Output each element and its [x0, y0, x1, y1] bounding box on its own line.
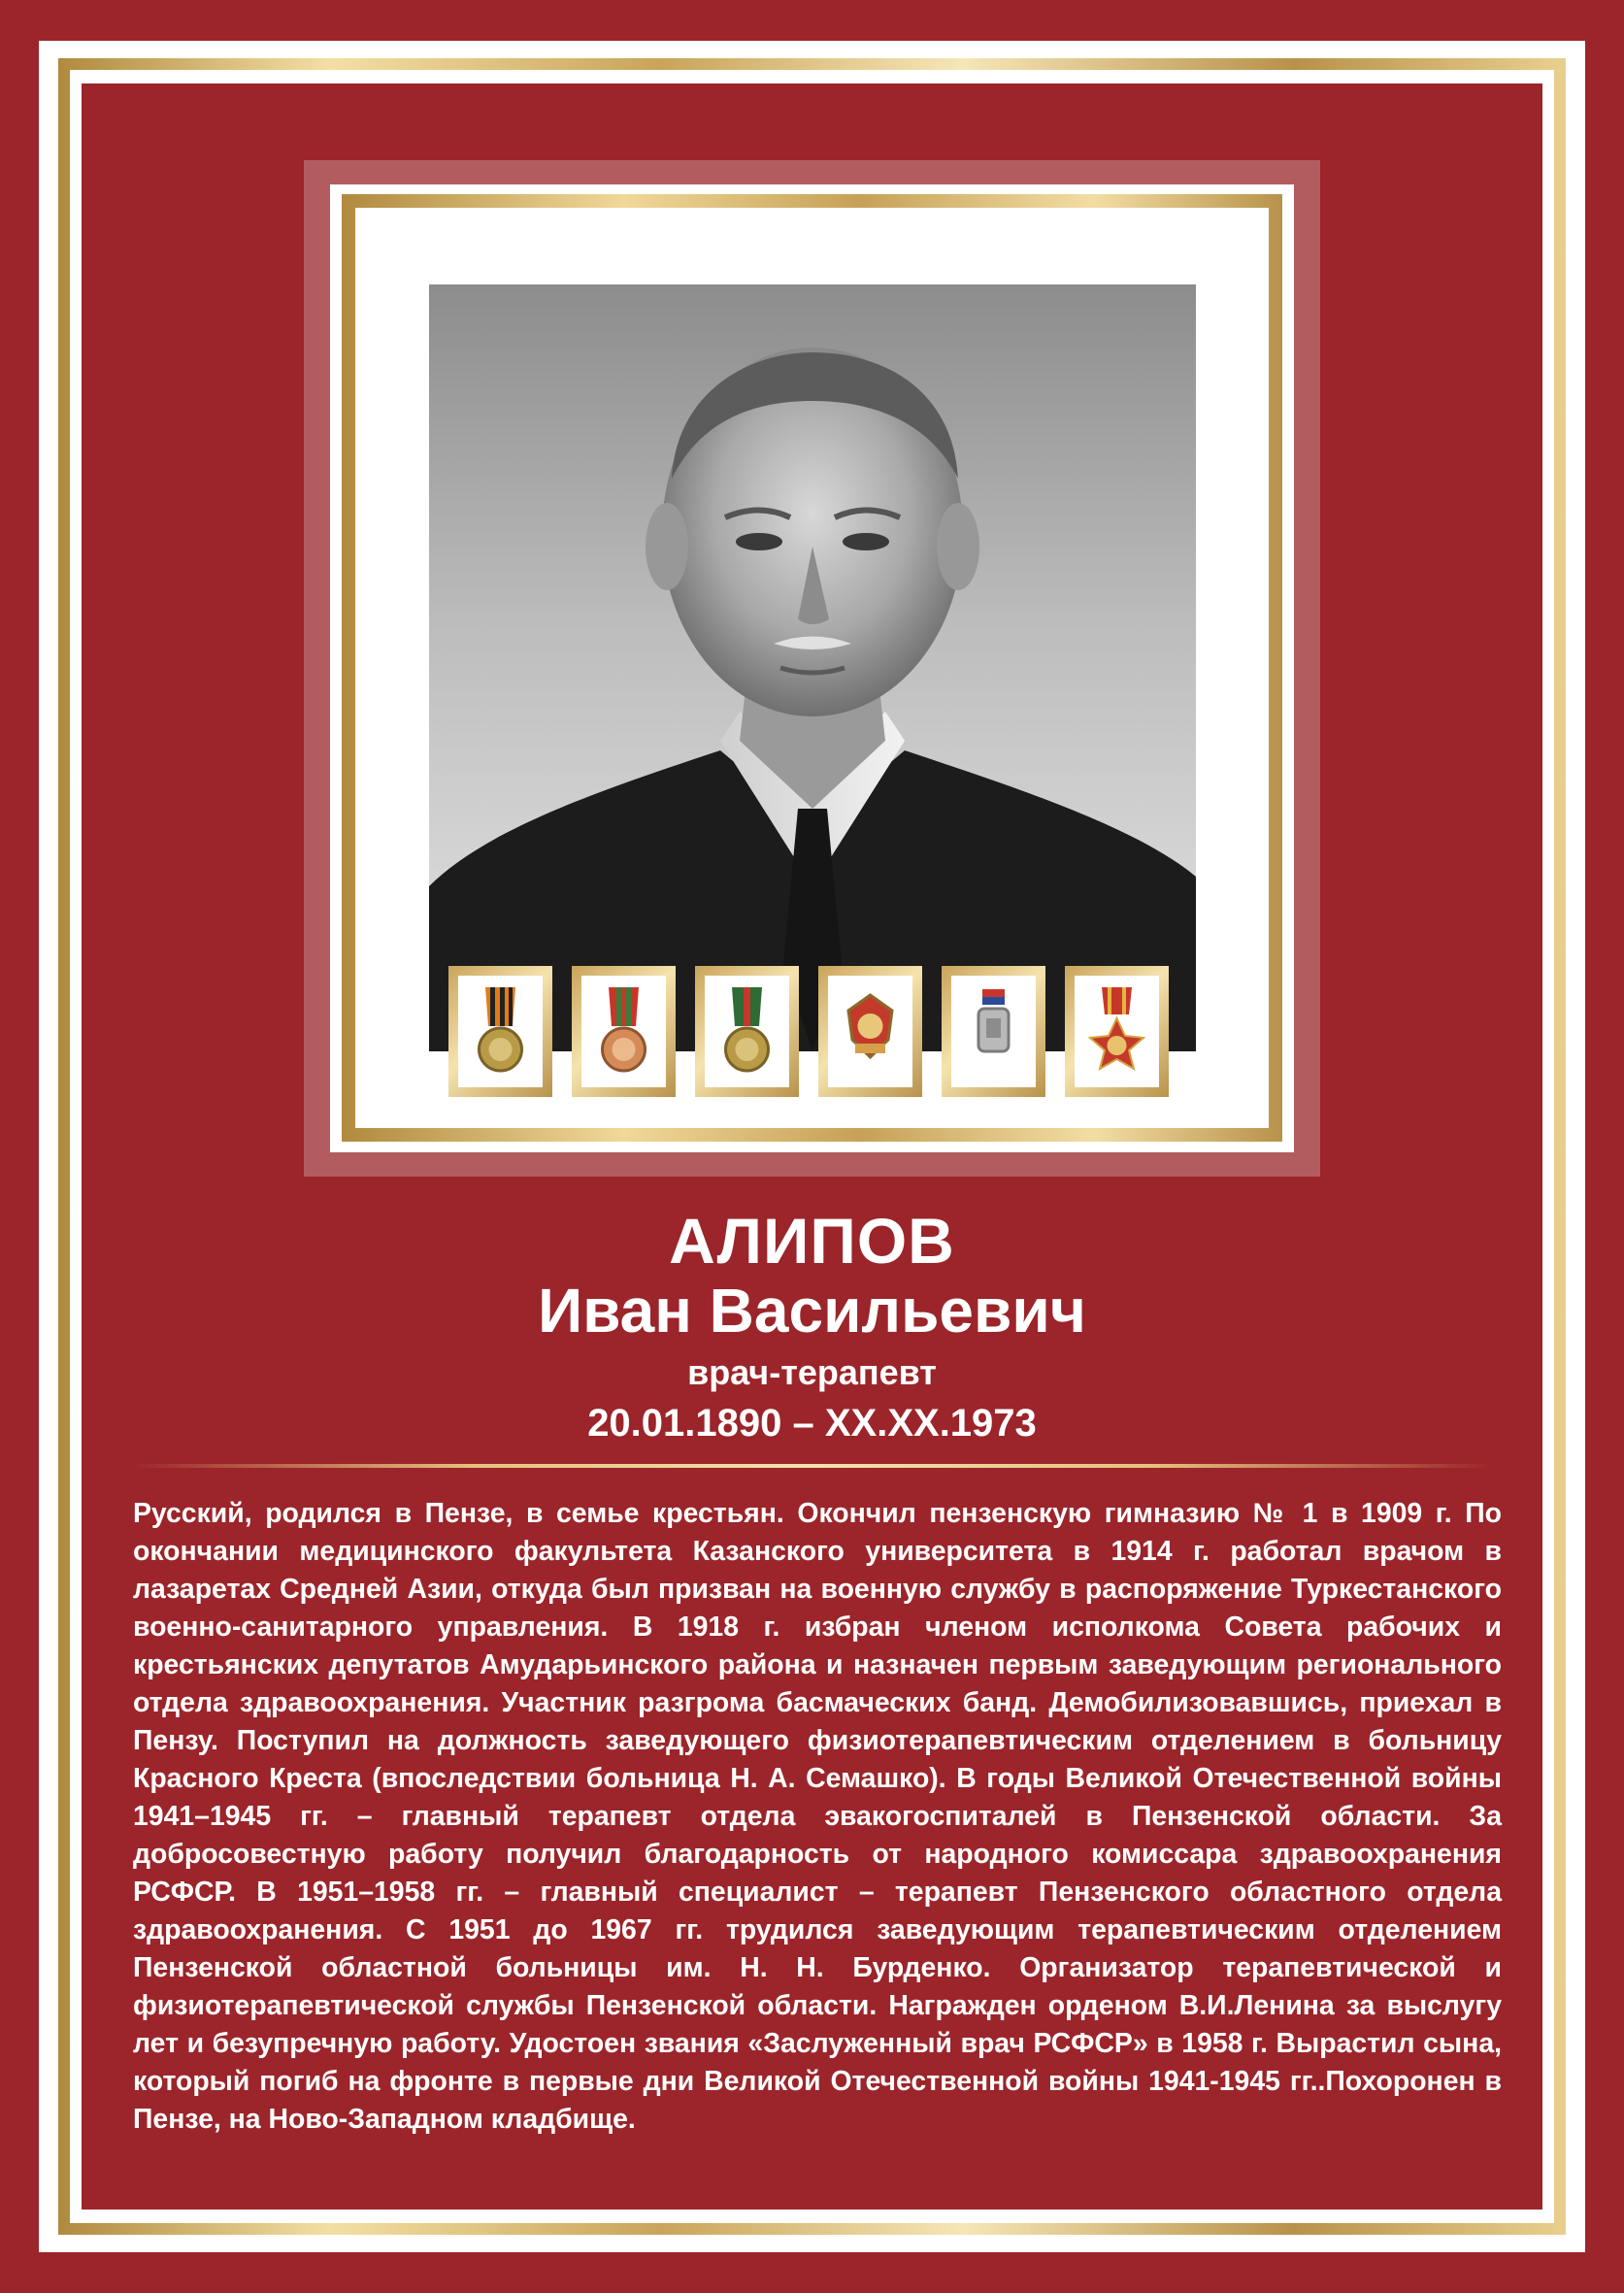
medal-frame — [1065, 966, 1169, 1097]
badge-red-emblem-icon — [828, 976, 912, 1087]
gold-divider — [130, 1464, 1494, 1468]
life-dates: 20.01.1890 – XX.XX.1973 — [587, 1402, 1037, 1445]
biography-text: Русский, родился в Пензе, в семье крестьян. Окончил пензенскую гимназию № 1 в 1909 г. По окончании медицинского факультета Казанского университета в 1914 г. работал врачом в лазаретах Средней Азии, откуда был призван на военную службу в распоряжение Туркестанского военно-санитарного управления. В 1918 г. избран членом исполкома Совета рабочих и крестьянских депутатов Амударьинского района и назначен первым заведующим регионального отдела здравоохранения. Участник разгрома басмаческих банд. Демобилизовавшись, приехал в Пензу. Поступил на должность заведующего физиотерапевтическим отделением в больницу Красного Креста (впоследствии больница Н. А. Семашко). В годы Великой Отечественной войны 1941–1945 гг. – главный терапевт отдела эвакогоспиталей в Пензенской области. За добросовестную работу получил благодарность от народного комиссара здравоохранения РСФСР. В 1951–1958 гг. – главный специалист – терапевт Пензенского областного отдела здравоохранения. С 1951 до 1967 гг. трудился заведующим терапевтическим отделением Пензенской областной больницы им. Н. Н. Бурденко. Организатор терапевтической и физиотерапевтической службы Пензенской области. Награжден орденом В.И.Ленина за выслугу лет и безупречную работу. Удостоен звания «Заслуженный врач РСФСР» в 1958 г. Вырастил сына, который погиб на фронте в первые дни Великой Отечественной войны 1941-1945 гг..Похоронен в Пензе, на Ново-Западном кладбище. — [133, 1498, 1502, 2135]
surname: АЛИПОВ — [669, 1205, 955, 1277]
profession: врач-терапевт — [687, 1352, 937, 1392]
medal-frame — [942, 966, 1045, 1097]
medal-frame — [448, 966, 552, 1097]
medal-orange-black-ribbon-icon — [458, 976, 543, 1087]
medal-frame — [572, 966, 676, 1097]
badge-silver-tricolor-icon — [951, 976, 1036, 1087]
medal-red-green-ribbon-icon — [581, 976, 666, 1087]
medal-frame — [818, 966, 922, 1097]
order-red-gold-icon — [1075, 976, 1159, 1087]
medal-green-red-ribbon-icon — [705, 976, 789, 1087]
full-name: Иван Васильевич — [538, 1276, 1086, 1346]
portrait-photo — [429, 284, 1196, 1051]
medal-frame — [695, 966, 799, 1097]
